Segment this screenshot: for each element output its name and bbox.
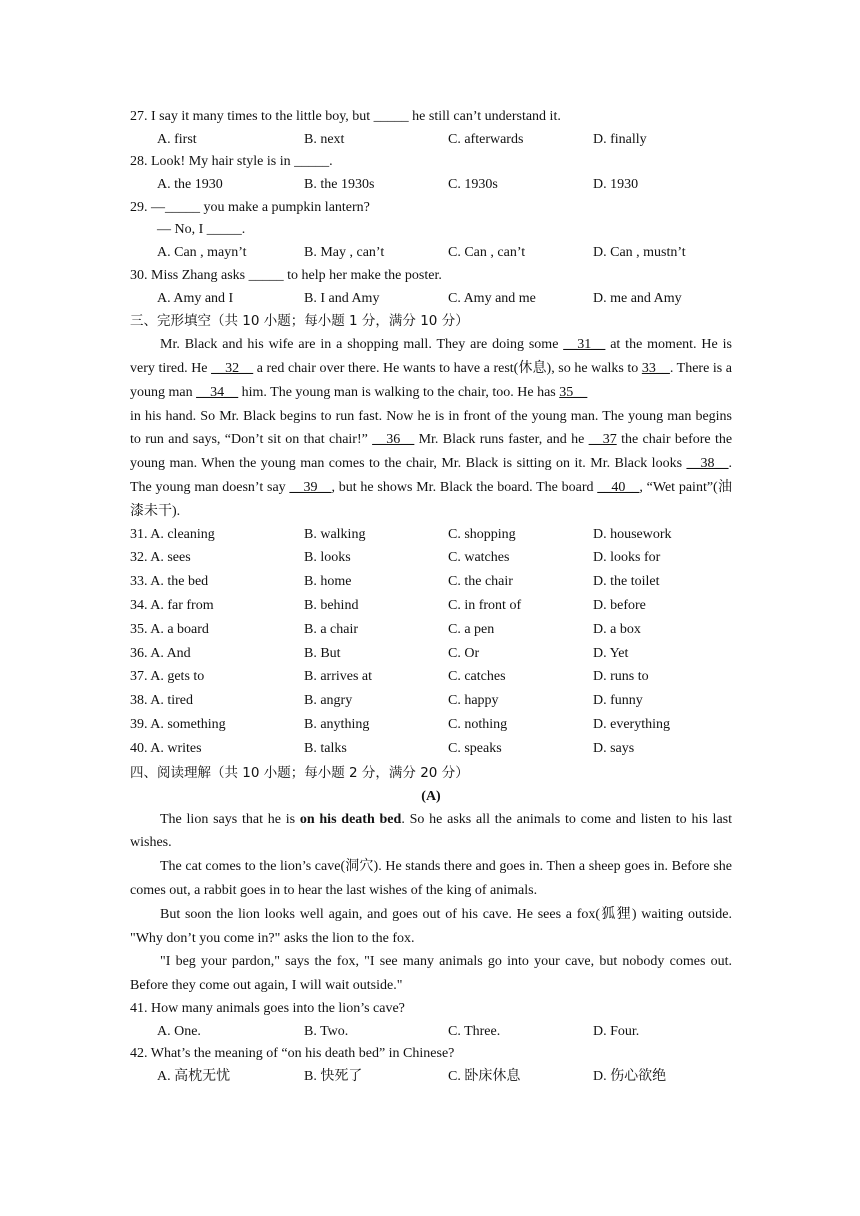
option-d: D. looks for <box>593 550 661 566</box>
blank-36: __36__ <box>372 432 415 448</box>
option-c: C. Or <box>448 645 480 661</box>
option-b: B. But <box>304 645 341 661</box>
option-d: D. everything <box>593 716 670 732</box>
cloze-text: a red chair over there. He wants to have a rest(休息), so he walks to <box>256 360 639 376</box>
option-b: B. arrives at <box>304 669 373 685</box>
question-29-stem: 29. —_____ you make a pumpkin lantern? <box>130 199 370 215</box>
cloze-option-row <box>130 643 732 667</box>
question-28-options <box>130 174 732 197</box>
cloze-option-row <box>130 547 732 571</box>
option-d: D. a box <box>593 621 641 637</box>
option-b: B. next <box>304 131 345 147</box>
question-29-response: — No, I _____. <box>157 222 246 238</box>
option-b: B. May , can’t <box>304 245 385 261</box>
passage-bold-phrase: on his death bed <box>299 811 402 827</box>
cloze-text: Mr. Black runs faster, and he <box>418 432 585 448</box>
option-a: 35. A. a board <box>130 621 209 637</box>
cloze-option-row <box>130 571 732 595</box>
cloze-text: . The young man doesn’t say <box>130 456 732 495</box>
cloze-text: Mr. Black and his wife are in a shopping mall. They are doing some <box>160 337 559 353</box>
question-28-stem: 28. Look! My hair style is in _____. <box>130 154 333 170</box>
question-27-options <box>130 129 732 152</box>
passage-a-paragraph-3: But soon the lion looks well again, and goes out of his cave. He sees a fox(狐狸) waiting outside. "Why don’t you come in?" asks the lion to the fox. <box>130 906 732 946</box>
blank-38: __38__ <box>686 456 729 472</box>
blank-37: __37 <box>588 432 617 448</box>
cloze-option-row <box>130 524 732 548</box>
option-b: B. I and Amy <box>304 290 380 306</box>
question-42-options <box>130 1066 732 1089</box>
option-d: D. me and Amy <box>593 290 682 306</box>
cloze-passage-continued <box>130 405 732 524</box>
option-a: 32. A. sees <box>130 550 191 566</box>
cloze-text: , but he shows Mr. Black the board. The board <box>331 479 594 495</box>
option-c: C. Amy and me <box>448 290 536 306</box>
option-d: D. finally <box>593 131 647 147</box>
option-b: B. angry <box>304 693 353 709</box>
blank-39: __39__ <box>289 479 332 495</box>
option-a: 39. A. something <box>130 716 226 732</box>
cloze-option-row <box>130 714 732 738</box>
section-4-heading: 四、阅读理解（共 10 小题；每小题 2 分，满分 20 分） <box>130 764 469 781</box>
cloze-option-row <box>130 595 732 619</box>
passage-a-paragraph-4: "I beg your pardon," says the fox, "I see many animals go into your cave, but nobody comes out. Before they come out again, I will wait outside." <box>130 954 732 994</box>
passage-a-paragraph-1 <box>130 808 732 856</box>
option-b: B. home <box>304 574 352 590</box>
question-41-options <box>130 1021 732 1044</box>
question-42-stem: 42. What’s the meaning of “on his death bed” in Chinese? <box>130 1046 455 1062</box>
option-d: D. before <box>593 597 646 613</box>
option-d: D. funny <box>593 693 643 709</box>
option-b: B. talks <box>304 740 347 756</box>
cloze-option-row <box>130 619 732 643</box>
option-a: 31. A. cleaning <box>130 526 215 542</box>
option-a: A. Amy and I <box>157 290 234 306</box>
option-d: D. Can , mustn’t <box>593 245 686 261</box>
option-b: B. behind <box>304 597 359 613</box>
cloze-text: in his hand. So Mr. Black begins to run fast. Now he is in front of the young man. The young man begins to run and says, “Don’t sit on that chair!” <box>130 408 732 448</box>
option-b: B. looks <box>304 550 351 566</box>
option-a: 38. A. tired <box>130 693 193 709</box>
option-d: D. says <box>593 740 635 756</box>
cloze-options <box>130 524 732 762</box>
option-a: A. the 1930 <box>157 177 223 193</box>
option-a: 36. A. And <box>130 645 191 661</box>
exam-page <box>130 106 732 1089</box>
option-a: 34. A. far from <box>130 597 214 613</box>
option-c: C. speaks <box>448 740 502 756</box>
option-b: B. 快死了 <box>304 1068 363 1084</box>
option-a: A. Can , mayn’t <box>157 245 247 261</box>
option-c: C. a pen <box>448 621 495 637</box>
option-d: D. Yet <box>593 645 629 661</box>
option-c: C. afterwards <box>448 131 524 147</box>
cloze-option-row <box>130 666 732 690</box>
blank-35: 35__ <box>559 384 588 400</box>
option-d: D. 1930 <box>593 177 639 193</box>
option-a: 37. A. gets to <box>130 669 205 685</box>
option-c: C. Three. <box>448 1023 501 1039</box>
option-c: C. Can , can’t <box>448 245 526 261</box>
cloze-text: . There is a young man <box>130 360 733 400</box>
option-c: C. 1930s <box>448 177 498 193</box>
option-a: A. 高枕无忧 <box>157 1068 231 1084</box>
option-d: D. the toilet <box>593 574 660 590</box>
option-c: C. the chair <box>448 574 513 590</box>
cloze-option-row <box>130 690 732 714</box>
option-c: C. nothing <box>448 716 508 732</box>
option-b: B. a chair <box>304 621 359 637</box>
blank-33: 33__ <box>641 360 670 376</box>
option-d: D. Four. <box>593 1023 640 1039</box>
option-c: C. in front of <box>448 597 522 613</box>
option-b: B. walking <box>304 526 366 542</box>
cloze-text: at the moment. He is very tired. He <box>130 337 732 376</box>
passage-text: . So he asks all the animals to come and listen to his last wishes. <box>130 811 733 851</box>
option-a: A. One. <box>157 1023 201 1039</box>
option-c: C. watches <box>448 550 510 566</box>
cloze-text: , “Wet paint”(油漆未干). <box>130 479 732 519</box>
option-b: B. anything <box>304 716 370 732</box>
blank-32: __32__ <box>211 360 254 376</box>
option-b: B. the 1930s <box>304 177 375 193</box>
option-a: 40. A. writes <box>130 740 202 756</box>
question-27-stem: 27. I say it many times to the little boy, but _____ he still can’t understand it. <box>130 109 561 124</box>
option-a: A. first <box>157 131 197 147</box>
passage-text: The lion says that he is <box>160 811 296 827</box>
option-a: 33. A. the bed <box>130 574 209 590</box>
question-29-options <box>130 242 732 265</box>
cloze-text: him. The young man is walking to the chair, too. He has <box>241 384 556 400</box>
passage-a-paragraph-2: The cat comes to the lion’s cave(洞穴). He stands there and goes in. Then a sheep goes in. Before she comes out, a rabbit goes in to hear the last wishes of the king of animals. <box>130 859 732 898</box>
option-d: D. 伤心欲绝 <box>593 1068 667 1084</box>
option-d: D. housework <box>593 526 672 542</box>
question-30-options <box>130 288 732 311</box>
option-d: D. runs to <box>593 669 649 685</box>
option-b: B. Two. <box>304 1023 349 1039</box>
option-c: C. catches <box>448 669 506 685</box>
cloze-option-row <box>130 738 732 762</box>
question-41-stem: 41. How many animals goes into the lion’s cave? <box>130 1000 405 1016</box>
option-c: C. shopping <box>448 526 516 542</box>
option-c: C. happy <box>448 693 499 709</box>
option-c: C. 卧床休息 <box>448 1068 521 1084</box>
blank-31: __31__ <box>563 337 606 353</box>
blank-34: __34__ <box>196 384 239 400</box>
blank-40: __40__ <box>597 479 640 495</box>
question-30-stem: 30. Miss Zhang asks _____ to help her make the poster. <box>130 267 442 283</box>
cloze-text: the chair before the young man. When the young man comes to the chair, Mr. Black is sitting on it. Mr. Black looks <box>130 432 733 472</box>
passage-a-heading: (A) <box>421 788 441 804</box>
section-3-heading: 三、完形填空（共 10 小题；每小题 1 分，满分 10 分） <box>130 313 469 330</box>
cloze-passage <box>130 333 732 404</box>
